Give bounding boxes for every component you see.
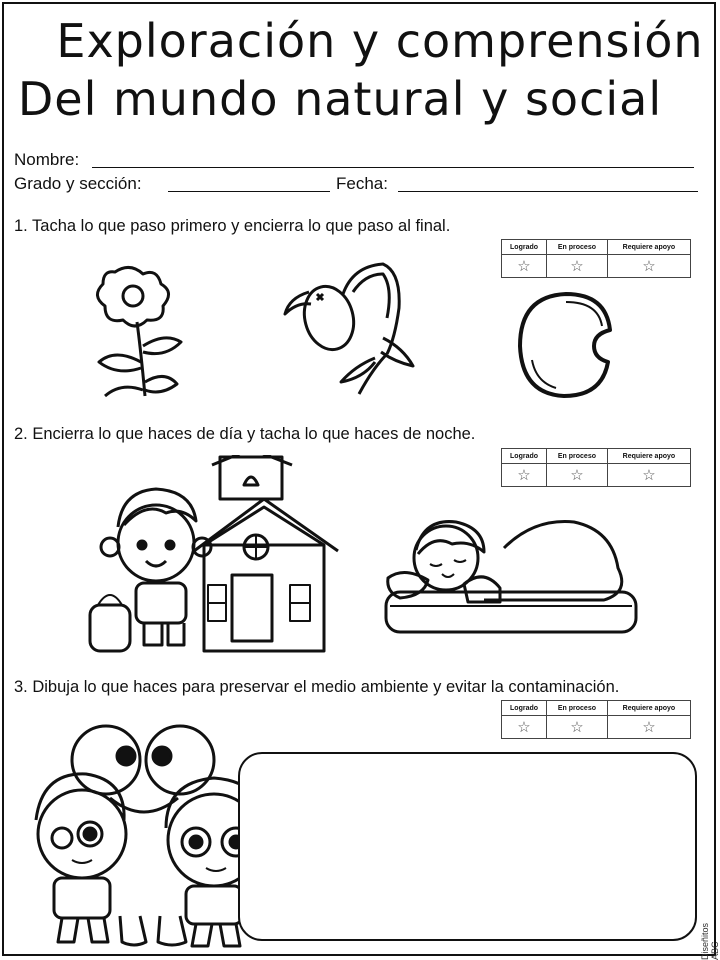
star-icon[interactable]: ☆ — [547, 464, 608, 487]
rubric-header-in-progress: En proceso — [547, 240, 608, 255]
rubric-table-3 — [501, 700, 691, 739]
rubric-header-achieved: Logrado — [502, 449, 547, 464]
sleeping-boy-icon[interactable] — [384, 508, 640, 636]
bean-seed-icon[interactable] — [516, 290, 616, 400]
drawing-area[interactable] — [238, 752, 697, 941]
star-icon[interactable]: ☆ — [502, 716, 547, 739]
rubric-header-needs-support: Requiere apoyo — [607, 449, 690, 464]
star-icon[interactable]: ☆ — [607, 716, 690, 739]
sprouting-seed-icon[interactable] — [283, 258, 418, 398]
star-icon[interactable]: ☆ — [547, 716, 608, 739]
rubric-table-2 — [501, 448, 691, 487]
star-icon[interactable]: ☆ — [502, 464, 547, 487]
star-icon[interactable]: ☆ — [547, 255, 608, 278]
title-line-1: Exploración y comprensión — [56, 14, 704, 68]
boy-at-school-icon[interactable] — [84, 455, 344, 655]
rubric-header-needs-support: Requiere apoyo — [607, 701, 690, 716]
name-field[interactable] — [92, 167, 694, 168]
grade-field[interactable] — [168, 191, 330, 192]
star-icon[interactable]: ☆ — [607, 255, 690, 278]
grade-label: Grado y sección: — [14, 174, 142, 193]
question-2: 2. Encierra lo que haces de día y tacha lo que haces de noche. — [14, 425, 476, 443]
rubric-table-1 — [501, 239, 691, 278]
rubric-header-needs-support: Requiere apoyo — [607, 240, 690, 255]
title-line-2: Del mundo natural y social — [17, 72, 663, 126]
name-label: Nombre: — [14, 150, 80, 169]
date-label: Fecha: — [336, 174, 388, 193]
flower-plant-icon[interactable] — [85, 262, 185, 402]
star-icon[interactable]: ☆ — [607, 464, 690, 487]
date-field[interactable] — [398, 191, 698, 192]
rubric-header-achieved: Logrado — [502, 701, 547, 716]
credit-text: Diseñitos ABC — [700, 922, 720, 960]
star-icon[interactable]: ☆ — [502, 255, 547, 278]
question-1: 1. Tacha lo que paso primero y encierra lo que paso al final. — [14, 217, 451, 235]
rubric-header-achieved: Logrado — [502, 240, 547, 255]
question-3: 3. Dibuja lo que haces para preservar el medio ambiente y evitar la contaminación. — [14, 678, 620, 696]
rubric-header-in-progress: En proceso — [547, 449, 608, 464]
rubric-header-in-progress: En proceso — [547, 701, 608, 716]
